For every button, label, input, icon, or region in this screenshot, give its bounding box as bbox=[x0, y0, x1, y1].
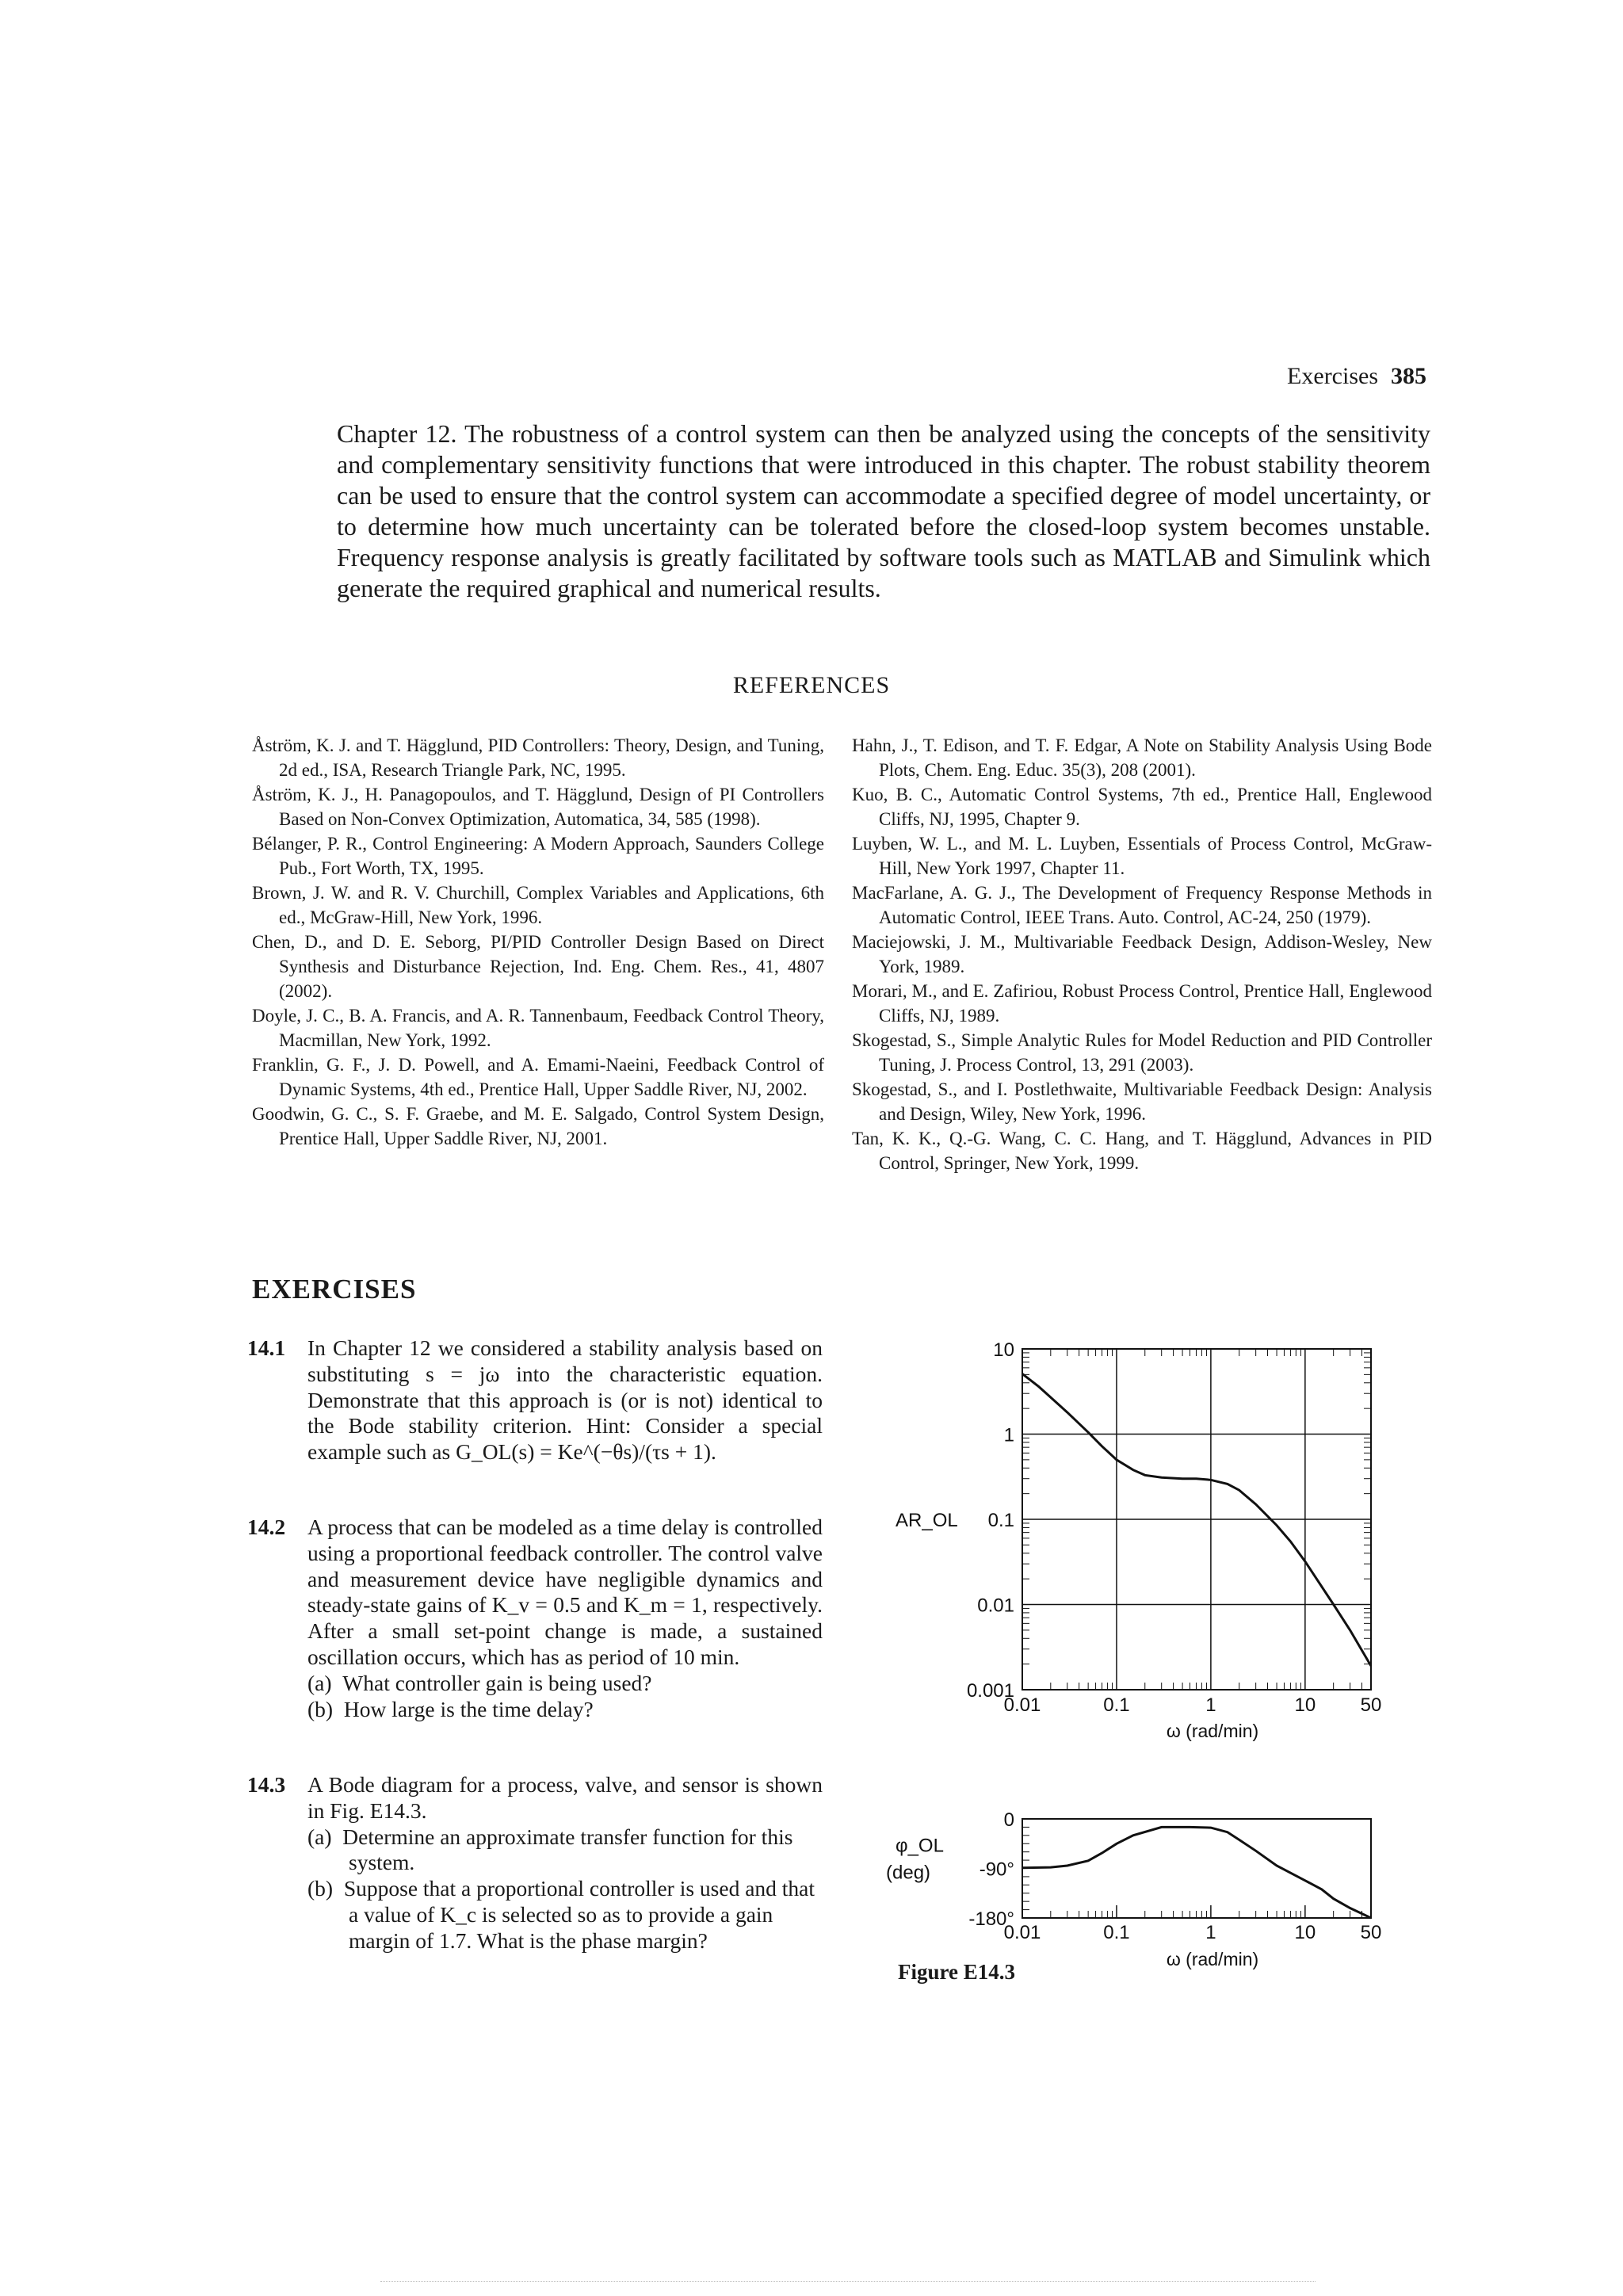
exercise-part-a bbox=[307, 1824, 823, 1877]
part-label: (b) bbox=[307, 1696, 334, 1721]
y-axis-label: AR_OL bbox=[896, 1510, 958, 1531]
magnitude-plot bbox=[896, 1339, 1381, 1741]
exercise-part-b bbox=[307, 1876, 823, 1954]
part-label: (a) bbox=[307, 1670, 332, 1695]
part-label: (b) bbox=[307, 1876, 334, 1901]
phase-curve bbox=[1022, 1827, 1371, 1918]
phase-plot bbox=[886, 1809, 1381, 1969]
reference-item: Hahn, J., T. Edison, and T. F. Edgar, A Note on Stability Analysis Using Bode Plots, Chem. Eng. Educ. 35(3), 208 (2001). bbox=[852, 735, 1432, 780]
exercise-number: 14.3 bbox=[247, 1772, 286, 1797]
y-tick-label: 0.01 bbox=[977, 1595, 1014, 1617]
exercise-part-a bbox=[307, 1671, 823, 1697]
exercise-number: 14.1 bbox=[247, 1335, 286, 1360]
exercise-text: A Bode diagram for a process, valve, and sensor is shown in Fig. E14.3. bbox=[307, 1772, 823, 1823]
exercise-text: In Chapter 12 we considered a stability analysis based on substituting s = jω into the characteristic equation. Demonstrate that this approach is (or is not) identical to the Bode stability criterion. Hint: Consider a special example such as G_OL(s) = Ke^(−θs)/(τs + 1). bbox=[307, 1335, 823, 1465]
reference-item: Maciejowski, J. M., Multivariable Feedback Design, Addison-Wesley, New York, 1989. bbox=[852, 932, 1432, 976]
part-text: How large is the time delay? bbox=[343, 1696, 594, 1721]
footer-rule bbox=[380, 2281, 1316, 2282]
y-tick-label: 0 bbox=[1003, 1809, 1014, 1831]
reference-item: Chen, D., and D. E. Seborg, PI/PID Controller Design Based on Direct Synthesis and Disturbance Rejection, Ind. Eng. Chem. Res., 41, 4807 (2002). bbox=[252, 932, 824, 1001]
references-left-column bbox=[252, 733, 824, 1151]
x-tick-label: 1 bbox=[1205, 1694, 1216, 1716]
y-tick-label: 0.1 bbox=[987, 1510, 1014, 1531]
reference-item: Kuo, B. C., Automatic Control Systems, 7th ed., Prentice Hall, Englewood Cliffs, NJ, 1995, Chapter 9. bbox=[852, 785, 1432, 829]
y-tick-label: -90° bbox=[979, 1859, 1014, 1881]
part-text: Suppose that a proportional controller is used and that a value of K_c is selected so as to provide a gain margin of 1.7. What is the phase margin? bbox=[343, 1876, 815, 1953]
bode-diagram bbox=[872, 1331, 1474, 2013]
x-tick-label: 10 bbox=[1294, 1694, 1316, 1716]
reference-item: Doyle, J. C., B. A. Francis, and A. R. Tannenbaum, Feedback Control Theory, Macmillan, New York, 1992. bbox=[252, 1006, 824, 1050]
x-tick-label: 0.1 bbox=[1103, 1694, 1130, 1716]
reference-item: Tan, K. K., Q.-G. Wang, C. C. Hang, and T. Hägglund, Advances in PID Control, Springer, New York, 1999. bbox=[852, 1129, 1432, 1173]
exercise-14-1 bbox=[247, 1335, 823, 1465]
plot-frame bbox=[1022, 1819, 1371, 1918]
y-axis-label-unit: (deg) bbox=[886, 1862, 931, 1884]
reference-item: Bélanger, P. R., Control Engineering: A Modern Approach, Saunders College Pub., Fort Worth, TX, 1995. bbox=[252, 834, 824, 878]
y-tick-label: 1 bbox=[1003, 1424, 1014, 1446]
exercise-14-2 bbox=[247, 1515, 823, 1722]
references-right-column bbox=[852, 733, 1432, 1175]
part-label: (a) bbox=[307, 1824, 332, 1849]
intro-paragraph: Chapter 12. The robustness of a control system can then be analyzed using the concepts of the sensitivity and complementary sensitivity functions that were introduced in this chapter. The robust stability theorem can be used to ensure that the control system can accommodate a specified degree of model uncertainty, or to determine how much uncertainty can be tolerated before the closed-loop system becomes unstable. Frequency response analysis is greatly facilitated by software tools such as MATLAB and Simulink which generate the required graphical and numerical results. bbox=[337, 419, 1430, 602]
reference-item: Luyben, W. L., and M. L. Luyben, Essentials of Process Control, McGraw-Hill, New York 1997, Chapter 11. bbox=[852, 834, 1432, 878]
reference-item: Franklin, G. F., J. D. Powell, and A. Emami-Naeini, Feedback Control of Dynamic Systems, 4th ed., Prentice Hall, Upper Saddle River, NJ, 2002. bbox=[252, 1055, 824, 1099]
x-tick-label: 1 bbox=[1205, 1922, 1216, 1943]
reference-item: Skogestad, S., and I. Postlethwaite, Multivariable Feedback Design: Analysis and Design, Wiley, New York, 1996. bbox=[852, 1079, 1432, 1124]
x-axis-label: ω (rad/min) bbox=[1166, 1949, 1259, 1969]
exercise-14-3 bbox=[247, 1772, 823, 1954]
x-axis-label: ω (rad/min) bbox=[1166, 1721, 1259, 1741]
y-tick-label: 0.001 bbox=[966, 1680, 1014, 1702]
figure-caption: Figure E14.3 bbox=[898, 1960, 1015, 1984]
part-text: What controller gain is being used? bbox=[342, 1670, 652, 1695]
exercises-heading: EXERCISES bbox=[252, 1274, 417, 1305]
exercise-text: A process that can be modeled as a time delay is controlled using a proportional feedback controller. The control valve and measurement device have negligible dynamics and steady-state gains of K_v = 0.5 and K_m = 1, respectively. After a small set-point change is made, a sustained oscillation occurs, which has as period of 10 min. bbox=[307, 1515, 823, 1669]
page-number: 385 bbox=[1391, 363, 1426, 389]
x-tick-label: 0.01 bbox=[1003, 1922, 1041, 1943]
references-heading: REFERENCES bbox=[732, 672, 891, 698]
reference-item: Goodwin, G. C., S. F. Graebe, and M. E. Salgado, Control System Design, Prentice Hall, Upper Saddle River, NJ, 2001. bbox=[252, 1104, 824, 1148]
part-text: Determine an approximate transfer function for this system. bbox=[342, 1824, 793, 1875]
reference-item: Åström, K. J., H. Panagopoulos, and T. Hägglund, Design of PI Controllers Based on Non-Convex Optimization, Automatica, 34, 585 (1998). bbox=[252, 785, 824, 829]
y-tick-label: 10 bbox=[993, 1339, 1014, 1361]
x-tick-label: 10 bbox=[1294, 1922, 1316, 1943]
x-tick-label: 50 bbox=[1360, 1694, 1382, 1716]
reference-item: MacFarlane, A. G. J., The Development of Frequency Response Methods in Automatic Control, IEEE Trans. Auto. Control, AC-24, 250 (1979). bbox=[852, 883, 1432, 927]
y-tick-label: -180° bbox=[968, 1908, 1014, 1930]
reference-item: Brown, J. W. and R. V. Churchill, Complex Variables and Applications, 6th ed., McGraw-Hill, New York, 1996. bbox=[252, 883, 824, 927]
x-tick-label: 0.01 bbox=[1003, 1694, 1041, 1716]
running-header bbox=[1236, 363, 1426, 390]
exercise-number: 14.2 bbox=[247, 1515, 286, 1539]
exercise-part-b bbox=[307, 1697, 823, 1723]
reference-item: Åström, K. J. and T. Hägglund, PID Controllers: Theory, Design, and Tuning, 2d ed., ISA, Research Triangle Park, NC, 1995. bbox=[252, 735, 824, 780]
header-section: Exercises bbox=[1287, 363, 1378, 389]
y-axis-label: φ_OL bbox=[896, 1835, 944, 1857]
reference-item: Skogestad, S., Simple Analytic Rules for Model Reduction and PID Controller Tuning, J. Process Control, 13, 291 (2003). bbox=[852, 1030, 1432, 1075]
x-tick-label: 50 bbox=[1360, 1922, 1382, 1943]
reference-item: Morari, M., and E. Zafiriou, Robust Process Control, Prentice Hall, Englewood Cliffs, NJ, 1989. bbox=[852, 981, 1432, 1026]
x-tick-label: 0.1 bbox=[1103, 1922, 1130, 1943]
